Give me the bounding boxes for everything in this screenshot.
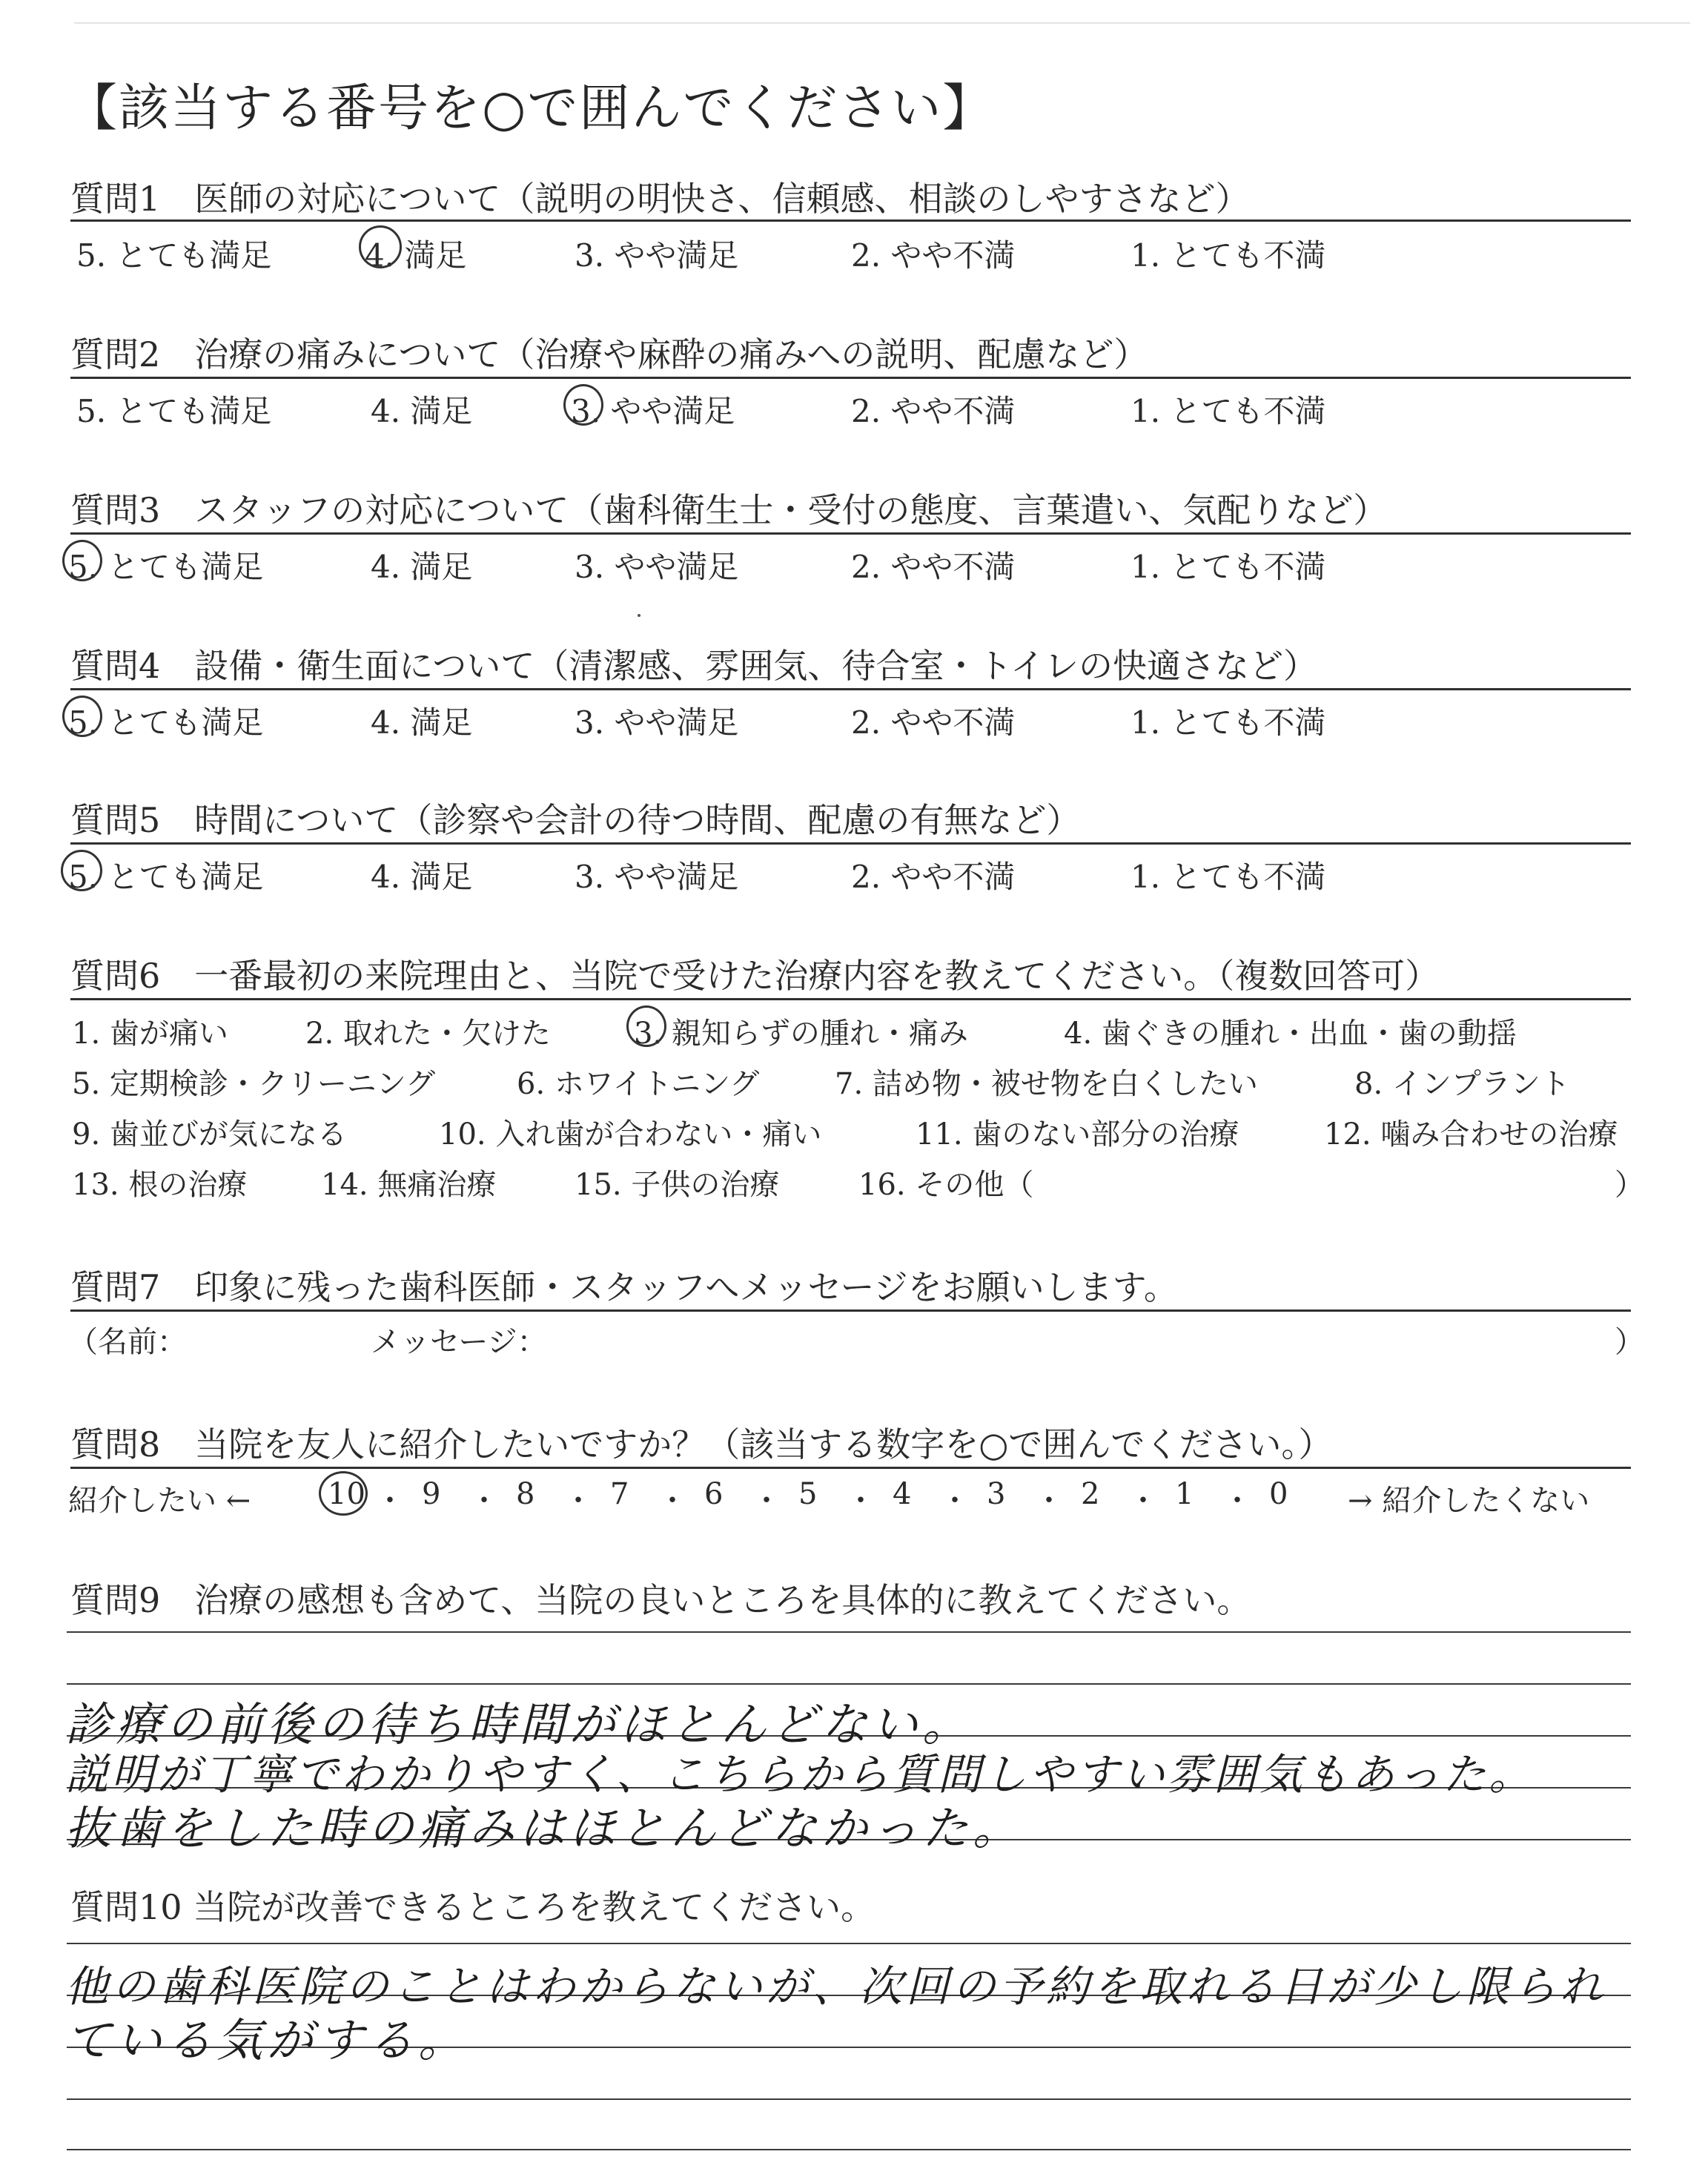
q2-option-3[interactable]: 3. やや満足 xyxy=(571,393,735,429)
q4-option-5[interactable]: 5. とても満足 xyxy=(68,704,264,741)
q6-option-14[interactable]: 14. 無痛治療 xyxy=(321,1168,497,1202)
q10-answer-line xyxy=(67,1943,1631,1944)
scan-speck xyxy=(638,614,640,617)
q10-answer-line xyxy=(67,2149,1631,2150)
q7-close: ） xyxy=(1615,1325,1644,1359)
q2-option-1[interactable]: 1. とても不満 xyxy=(1131,393,1326,429)
question-10-text: 質問10 当院が改善できるところを教えてください。 xyxy=(70,1887,875,1927)
question-2-text: 質問2 治療の痛みについて（治療や麻酔の痛みへの説明、配慮など） xyxy=(70,334,1148,374)
question-1-text: 質問1 医師の対応について（説明の明快さ、信頼感、相談のしやすさなど） xyxy=(70,179,1250,219)
question-1-rule xyxy=(70,219,1631,222)
q7-message-label[interactable]: メッセージ： xyxy=(371,1325,547,1359)
q1-option-3[interactable]: 3. やや満足 xyxy=(575,237,739,274)
q6-option-16[interactable]: 16. その他（ xyxy=(858,1168,1034,1202)
q1-option-2[interactable]: 2. やや不満 xyxy=(851,237,1016,274)
q8-selection-circle xyxy=(319,1471,368,1516)
q6-option-9[interactable]: 9. 歯並びが気になる xyxy=(72,1117,347,1152)
q8-scale-separator: ・ xyxy=(469,1484,499,1518)
q5-option-2[interactable]: 2. やや不満 xyxy=(851,859,1016,895)
q3-option-5[interactable]: 5. とても満足 xyxy=(68,549,264,585)
top-divider xyxy=(74,22,1690,24)
question-8-text: 質問8 当院を友人に紹介したいですか？（該当する数字を○で囲んでください。） xyxy=(70,1424,1333,1464)
question-7-rule xyxy=(70,1309,1631,1312)
q6-option-11[interactable]: 11. 歯のない部分の治療 xyxy=(916,1117,1239,1152)
q8-scale-separator: ・ xyxy=(1034,1484,1064,1518)
q1-option-4[interactable]: 4. 満足 xyxy=(365,237,467,274)
question-6-text: 質問6 一番最初の来院理由と、当院で受けた治療内容を教えてください。（複数回答可） xyxy=(70,956,1440,996)
q8-scale-separator: ・ xyxy=(563,1484,593,1518)
q2-selection-circle xyxy=(563,384,603,426)
q6-option-5[interactable]: 5. 定期検診・クリーニング xyxy=(72,1067,436,1101)
question-3-text: 質問3 スタッフの対応について（歯科衛生士・受付の態度、言葉遣い、気配りなど） xyxy=(70,490,1388,530)
q9-answer-line xyxy=(67,1683,1631,1685)
q8-scale-separator: ・ xyxy=(658,1484,687,1518)
q4-option-2[interactable]: 2. やや不満 xyxy=(851,704,1016,741)
q5-option-5[interactable]: 5. とても満足 xyxy=(68,859,264,895)
q8-left-label: 紹介したい ← xyxy=(68,1484,251,1518)
q5-selection-circle xyxy=(61,850,102,891)
question-7-text: 質問7 印象に残った歯科医師・スタッフへメッセージをお願いします。 xyxy=(70,1267,1178,1307)
q6-other-close: ） xyxy=(1615,1168,1644,1202)
question-6-rule xyxy=(70,998,1631,1000)
q8-scale-separator: ・ xyxy=(940,1484,970,1518)
q3-selection-circle xyxy=(62,540,102,581)
q9-handwritten-answer: 抜歯をした時の痛みはほとんどなかった。 xyxy=(65,1801,1024,1855)
q8-scale-value[interactable]: 10 xyxy=(328,1477,365,1511)
q1-option-1[interactable]: 1. とても不満 xyxy=(1131,237,1326,274)
q3-option-2[interactable]: 2. やや不満 xyxy=(851,549,1016,585)
q4-option-4[interactable]: 4. 満足 xyxy=(371,704,473,741)
q8-scale-separator: ・ xyxy=(1128,1484,1158,1518)
question-9-text: 質問9 治療の感想も含めて、当院の良いところを具体的に教えてください。 xyxy=(70,1580,1251,1620)
q1-selection-circle xyxy=(359,225,402,268)
q8-scale-value[interactable]: 3 xyxy=(987,1477,1006,1511)
q1-option-5[interactable]: 5. とても満足 xyxy=(76,237,272,274)
q6-option-6[interactable]: 6. ホワイトニング xyxy=(517,1067,760,1101)
q2-option-4[interactable]: 4. 満足 xyxy=(371,393,473,429)
q10-answer-line xyxy=(67,2098,1631,2100)
q4-option-1[interactable]: 1. とても不満 xyxy=(1131,704,1326,741)
q5-option-1[interactable]: 1. とても不満 xyxy=(1131,859,1326,895)
q5-option-3[interactable]: 3. やや満足 xyxy=(575,859,739,895)
q4-option-3[interactable]: 3. やや満足 xyxy=(575,704,739,741)
q7-name-label[interactable]: （名前： xyxy=(68,1325,187,1359)
q6-selection-circle xyxy=(626,1005,666,1047)
q8-right-label: → 紹介したくない xyxy=(1348,1484,1590,1518)
question-5-rule xyxy=(70,842,1631,845)
q6-option-15[interactable]: 15. 子供の治療 xyxy=(575,1168,780,1202)
q6-option-2[interactable]: 2. 取れた・欠けた xyxy=(305,1017,551,1051)
q8-scale-value[interactable]: 7 xyxy=(610,1477,629,1511)
q9-answer-line xyxy=(67,1631,1631,1633)
q8-scale-separator: ・ xyxy=(1222,1484,1252,1518)
q6-option-4[interactable]: 4. 歯ぐきの腫れ・出血・歯の動揺 xyxy=(1064,1017,1517,1051)
q8-scale-value[interactable]: 8 xyxy=(516,1477,535,1511)
q8-scale-value[interactable]: 6 xyxy=(704,1477,724,1511)
question-4-rule xyxy=(70,688,1631,690)
q8-scale-value[interactable]: 5 xyxy=(798,1477,818,1511)
q6-option-1[interactable]: 1. 歯が痛い xyxy=(72,1017,228,1051)
q8-scale-value[interactable]: 9 xyxy=(422,1477,441,1511)
q6-option-7[interactable]: 7. 詰め物・被せ物を白くしたい xyxy=(835,1067,1258,1101)
question-3-rule xyxy=(70,532,1631,535)
q8-scale-value[interactable]: 0 xyxy=(1269,1477,1288,1511)
q3-option-1[interactable]: 1. とても不満 xyxy=(1131,549,1326,585)
question-5-text: 質問5 時間について（診察や会計の待つ時間、配慮の有無など） xyxy=(70,800,1081,840)
q8-scale-value[interactable]: 2 xyxy=(1081,1477,1100,1511)
q8-scale-separator: ・ xyxy=(375,1484,405,1518)
q3-option-3[interactable]: 3. やや満足 xyxy=(575,549,739,585)
q4-selection-circle xyxy=(62,696,102,737)
q8-scale-value[interactable]: 4 xyxy=(893,1477,912,1511)
q10-handwritten-answer: ている気がする。 xyxy=(65,2013,469,2067)
q9-handwritten-answer: 説明が丁寧でわかりやすく、こちらから質問しやすい雰囲気もあった。 xyxy=(65,1749,1535,1800)
q6-option-8[interactable]: 8. インプラント xyxy=(1354,1067,1570,1101)
question-8-rule xyxy=(70,1467,1631,1469)
q8-scale-separator: ・ xyxy=(752,1484,781,1518)
q6-option-12[interactable]: 12. 噛み合わせの治療 xyxy=(1324,1117,1618,1152)
q9-handwritten-answer: 診療の前後の待ち時間がほとんどない。 xyxy=(65,1697,973,1751)
q6-option-10[interactable]: 10. 入れ歯が合わない・痛い xyxy=(439,1117,822,1152)
q8-scale-value[interactable]: 1 xyxy=(1175,1477,1194,1511)
q10-handwritten-answer: 他の歯科医院のことはわからないが、次回の予約を取れる日が少し限られ xyxy=(65,1961,1607,2012)
q5-option-4[interactable]: 4. 満足 xyxy=(371,859,473,895)
q6-option-3[interactable]: 3. 親知らずの腫れ・痛み xyxy=(634,1017,968,1051)
page-heading: 【該当する番号を○で囲んでください】 xyxy=(67,79,995,138)
q2-option-5[interactable]: 5. とても満足 xyxy=(76,393,272,429)
question-2-rule xyxy=(70,377,1631,379)
question-4-text: 質問4 設備・衛生面について（清潔感、雰囲気、待合室・トイレの快適さなど） xyxy=(70,646,1318,686)
q3-option-4[interactable]: 4. 満足 xyxy=(371,549,473,585)
q8-scale-separator: ・ xyxy=(846,1484,875,1518)
q2-option-2[interactable]: 2. やや不満 xyxy=(851,393,1016,429)
q6-option-13[interactable]: 13. 根の治療 xyxy=(72,1168,248,1202)
